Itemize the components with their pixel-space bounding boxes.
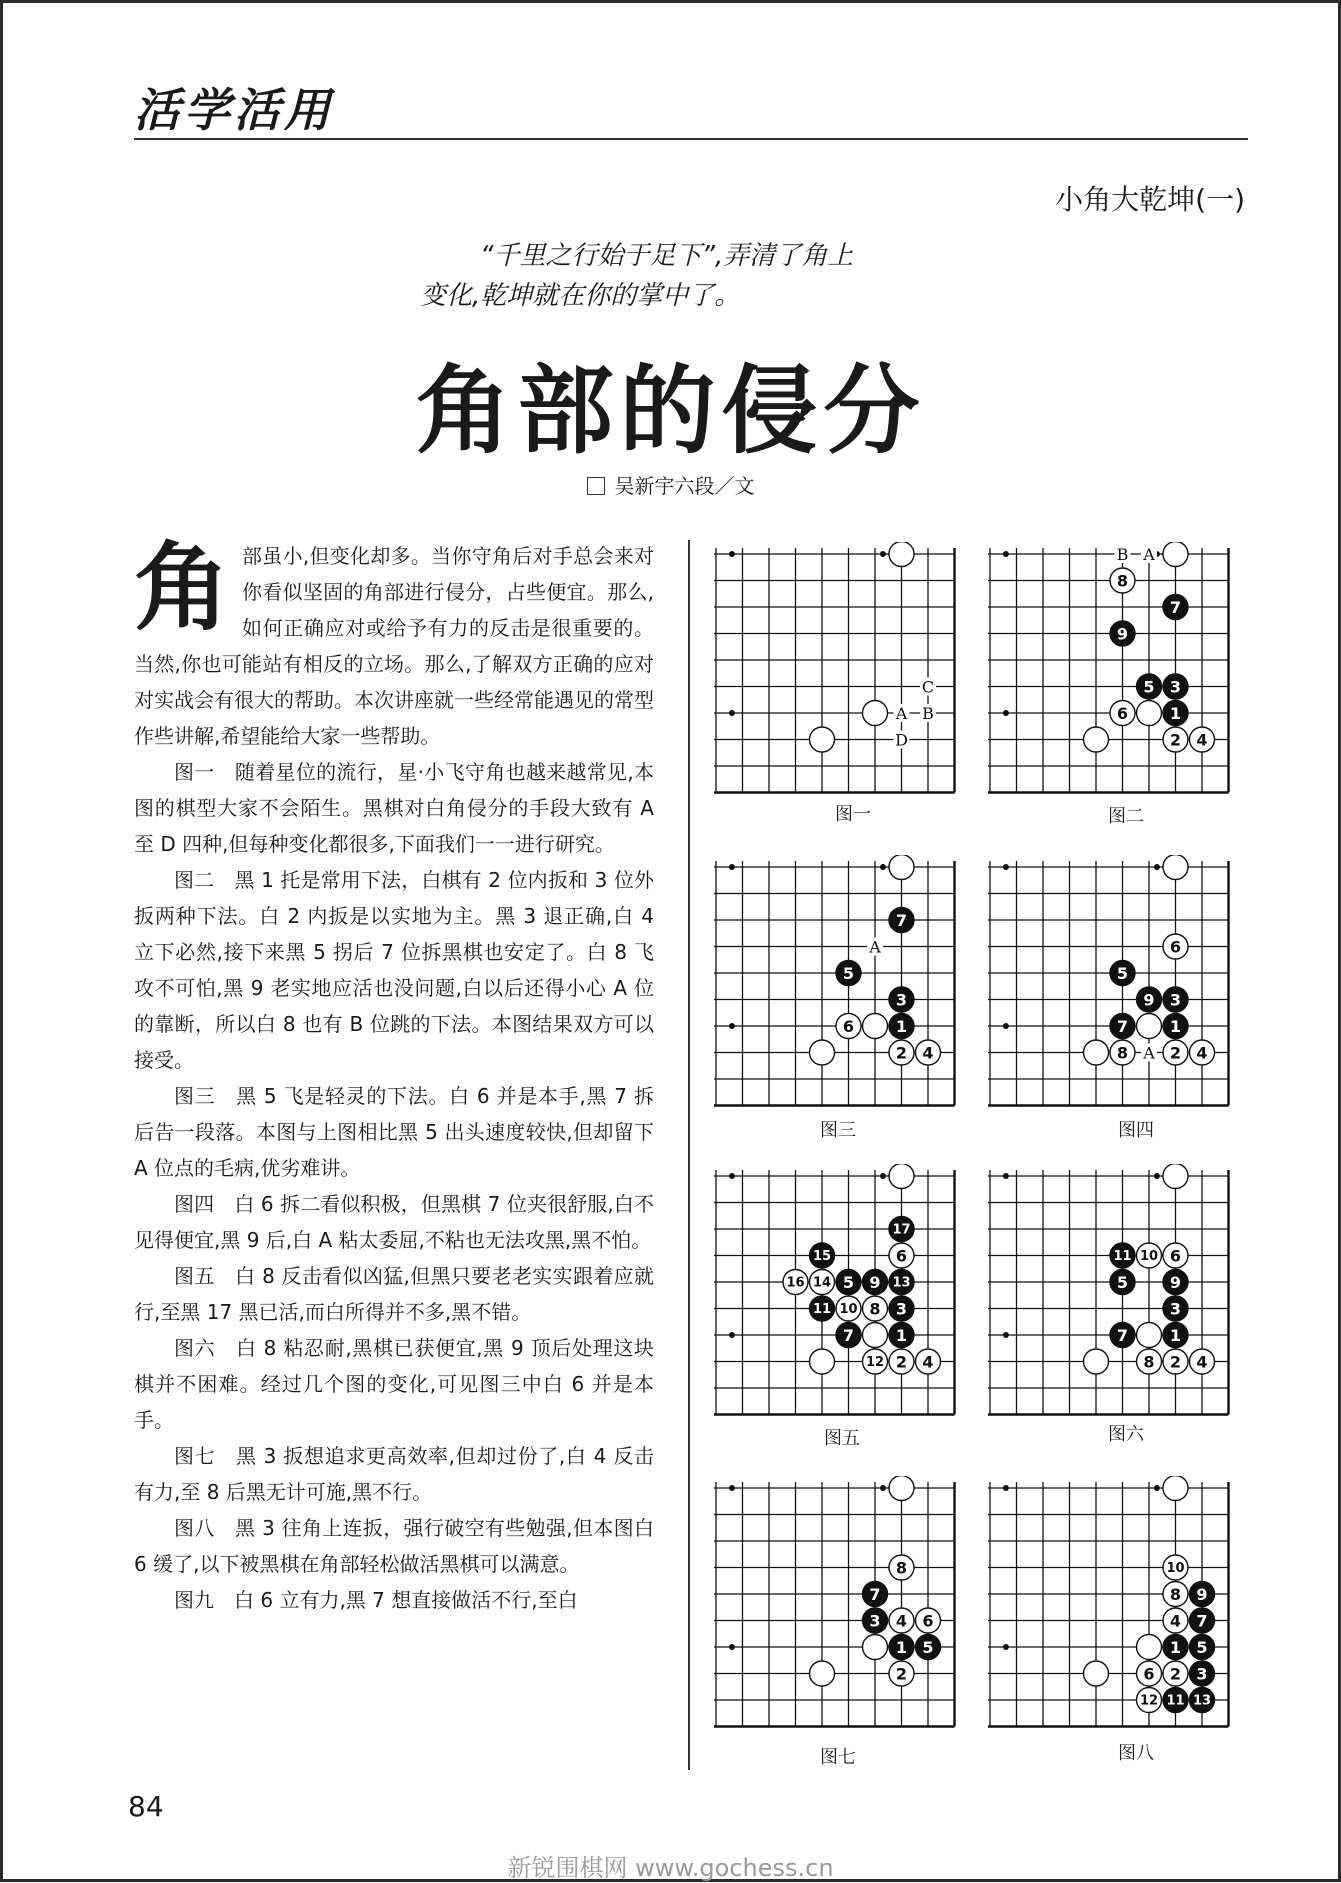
star-point xyxy=(729,864,735,870)
star-point xyxy=(1154,1173,1160,1179)
white-stone xyxy=(1084,727,1109,752)
white-stone xyxy=(889,542,914,567)
point-label: D xyxy=(895,730,908,750)
move-number: 1 xyxy=(1169,1637,1182,1657)
move-number: 10 xyxy=(1139,1249,1159,1265)
move-number: 8 xyxy=(1169,1584,1182,1604)
move-number: 8 xyxy=(1116,571,1129,591)
move-number: 13 xyxy=(892,1275,911,1291)
move-number: 16 xyxy=(786,1275,805,1291)
white-stone xyxy=(810,1349,835,1374)
go-diagram-4 xyxy=(986,855,1233,1110)
go-diagram-3 xyxy=(712,855,959,1110)
star-point xyxy=(1003,1644,1009,1650)
star-point xyxy=(1003,1173,1009,1179)
move-number: 2 xyxy=(895,1664,908,1684)
point-label: B xyxy=(1116,545,1129,564)
go-board xyxy=(712,1476,959,1731)
go-board xyxy=(712,855,959,1110)
star-point xyxy=(1003,1023,1009,1029)
star-point xyxy=(729,551,735,557)
move-number: 3 xyxy=(1169,990,1182,1010)
go-diagram-5 xyxy=(712,1164,959,1419)
lead-quote xyxy=(420,236,980,316)
move-number: 9 xyxy=(1116,624,1129,644)
go-board xyxy=(986,1476,1233,1731)
star-point xyxy=(729,1332,735,1338)
move-number: 6 xyxy=(895,1246,908,1266)
white-stone xyxy=(1084,1661,1109,1686)
move-number: 10 xyxy=(839,1302,858,1318)
quote-line-1: “千里之行始于足下”,弄清了角上 xyxy=(480,241,854,271)
white-stone xyxy=(1084,1349,1109,1374)
series-title: 小角大乾坤(一) xyxy=(1055,183,1245,216)
move-number: 8 xyxy=(869,1299,881,1319)
move-number: 7 xyxy=(869,1584,881,1604)
move-number: 5 xyxy=(1116,1272,1129,1292)
move-number: 1 xyxy=(1169,703,1182,723)
body-text xyxy=(134,531,654,1618)
article-title: 角部的侵分 xyxy=(415,355,926,467)
move-number: 9 xyxy=(1196,1584,1208,1604)
move-number: 6 xyxy=(1143,1664,1155,1684)
star-point xyxy=(1154,1485,1160,1491)
go-board xyxy=(712,1164,959,1419)
go-board xyxy=(986,1164,1233,1419)
move-number: 1 xyxy=(895,1637,908,1657)
paragraph: 图九 白 6 立有力,黑 7 想直接做活不行,至白 xyxy=(174,1588,578,1612)
white-stone xyxy=(889,855,914,880)
move-number: 2 xyxy=(1169,1664,1182,1684)
white-stone xyxy=(810,1661,835,1686)
move-number: 2 xyxy=(895,1352,908,1372)
move-number: 1 xyxy=(895,1016,908,1036)
white-stone xyxy=(1137,1014,1162,1039)
move-number: 11 xyxy=(812,1302,832,1318)
white-stone xyxy=(863,1635,888,1660)
go-board xyxy=(712,542,959,797)
move-number: 8 xyxy=(895,1558,908,1578)
white-stone xyxy=(1137,1323,1162,1348)
go-diagram-6 xyxy=(986,1164,1233,1419)
paragraph: 角部虽小,但变化却多。当你守角后对手总会来对你看似坚固的角部进行侵分，占些便宜。那么,如何正确应对或给予有力的反击是很重要的。当然,你也可能站有相反的立场。那么,了解双方正确的应对对实战会有很大的帮助。本次讲座就一些经常能遇见的常型作些讲解,希望能给大家一些帮助。 xyxy=(134,531,654,748)
white-stone xyxy=(863,701,888,726)
point-label: C xyxy=(921,677,935,697)
move-number: 9 xyxy=(1143,990,1155,1010)
point-label: A xyxy=(1143,1043,1155,1063)
paragraph: 图六 白 8 粘忍耐,黑棋已获便宜,黑 9 顶后处理这块棋并不困难。经过几个图的变化,可见图三中白 6 并是本手。 xyxy=(134,1336,654,1432)
white-stone xyxy=(863,1014,888,1039)
paragraph: 图一 随着星位的流行，星·小飞守角也越来越常见,本图的棋型大家不会陌生。黑棋对白角侵分的手段大致有 A 至 D 四种,但每种变化都很多,下面我们一一进行研究。 xyxy=(134,760,654,856)
star-point xyxy=(1003,710,1009,716)
move-number: 4 xyxy=(1196,1352,1208,1372)
move-number: 6 xyxy=(842,1016,855,1036)
white-stone xyxy=(863,1323,888,1348)
move-number: 5 xyxy=(1116,963,1129,983)
diagram-caption-7: 图七 xyxy=(820,1747,856,1768)
star-point xyxy=(880,864,886,870)
star-point xyxy=(729,1485,735,1491)
white-stone xyxy=(1137,701,1162,726)
column-brand: 活学活用 xyxy=(134,83,334,137)
move-number: 7 xyxy=(1169,597,1182,617)
star-point xyxy=(1003,551,1009,557)
drop-cap: 角 xyxy=(134,531,230,644)
star-point xyxy=(1003,1332,1009,1338)
move-number: 14 xyxy=(812,1275,832,1291)
star-point xyxy=(729,1023,735,1029)
move-number: 7 xyxy=(1196,1611,1208,1631)
star-point xyxy=(1003,864,1009,870)
go-diagram-2 xyxy=(986,542,1233,797)
diagram-caption-6: 图六 xyxy=(1108,1424,1144,1445)
white-stone xyxy=(1163,542,1188,567)
white-stone xyxy=(1163,855,1188,880)
white-stone xyxy=(889,1164,914,1189)
diagram-caption-8: 图八 xyxy=(1118,1743,1154,1764)
column-rule xyxy=(688,540,690,1770)
white-stone xyxy=(1084,1040,1109,1065)
move-number: 3 xyxy=(1196,1664,1208,1684)
star-point xyxy=(729,710,735,716)
move-number: 5 xyxy=(842,963,855,983)
move-number: 2 xyxy=(1169,1352,1182,1372)
point-label: A xyxy=(895,704,908,723)
move-number: 11 xyxy=(1166,1693,1185,1709)
move-number: 4 xyxy=(1196,1043,1208,1063)
paragraph: 图五 白 8 反击看似凶猛,但黑只要老老实实跟着应就行,至黑 17 黑已活,而白所得并不多,黑不错。 xyxy=(134,1264,654,1324)
move-number: 5 xyxy=(1143,677,1155,697)
move-number: 5 xyxy=(922,1637,934,1657)
star-point xyxy=(729,1173,735,1179)
diagram-caption-4: 图四 xyxy=(1118,1120,1154,1141)
paragraph: 图二 黑 1 托是常用下法，白棋有 2 位内扳和 3 位外扳两种下法。白 2 内扳是以实地为主。黑 3 退正确,白 4 立下必然,接下来黑 5 拐后 7 位拆黑棋也安定了。白 8 飞攻不可怕,黑 9 老实地应活也没问题,白以后还得小心 A 位的靠断，所以白 8 也有 B 位跳的下法。本图结果双方可以接受。 xyxy=(134,868,654,1072)
white-stone xyxy=(810,1040,835,1065)
white-stone xyxy=(889,1476,914,1501)
move-number: 3 xyxy=(1169,1299,1182,1319)
move-number: 1 xyxy=(1169,1325,1182,1345)
move-number: 13 xyxy=(1192,1693,1212,1709)
move-number: 1 xyxy=(1169,1016,1182,1036)
go-diagram-7 xyxy=(712,1476,959,1731)
go-board xyxy=(986,855,1233,1110)
white-stone xyxy=(1163,1476,1188,1501)
move-number: 9 xyxy=(869,1272,881,1292)
move-number: 17 xyxy=(892,1222,911,1238)
star-point xyxy=(880,1173,886,1179)
point-label: B xyxy=(922,704,934,723)
diagram-caption-1: 图一 xyxy=(835,804,871,825)
move-number: 4 xyxy=(1169,1611,1182,1631)
author: 吴新宇六段／文 xyxy=(614,474,755,498)
paragraph: 图四 白 6 拆二看似积极，但黑棋 7 位夹很舒服,白不见得便宜,黑 9 后,白 A 粘太委屈,不粘也无法攻黑,黑不怕。 xyxy=(134,1192,654,1252)
diagram-caption-5: 图五 xyxy=(824,1428,860,1449)
move-number: 4 xyxy=(922,1352,934,1372)
move-number: 2 xyxy=(1169,1043,1182,1063)
move-number: 7 xyxy=(895,910,908,930)
move-number: 3 xyxy=(1169,677,1182,697)
move-number: 5 xyxy=(842,1272,855,1292)
watermark: 新锐围棋网 www.gochess.cn xyxy=(507,1854,834,1882)
byline-box-icon xyxy=(587,477,605,495)
move-number: 12 xyxy=(865,1355,885,1371)
white-stone xyxy=(810,727,835,752)
move-number: 10 xyxy=(1166,1561,1185,1577)
move-number: 4 xyxy=(895,1611,908,1631)
move-number: 2 xyxy=(1169,730,1182,750)
star-point xyxy=(880,1485,886,1491)
page-number: 84 xyxy=(128,1790,164,1823)
star-point xyxy=(880,551,886,557)
move-number: 5 xyxy=(1196,1637,1208,1657)
white-stone xyxy=(1163,1164,1188,1189)
move-number: 3 xyxy=(895,990,908,1010)
move-number: 6 xyxy=(1169,937,1182,957)
move-number: 1 xyxy=(895,1325,908,1345)
move-number: 4 xyxy=(922,1043,934,1063)
paragraph: 图三 黑 5 飞是轻灵的下法。白 6 并是本手,黑 7 拆后告一段落。本图与上图相比黑 5 出头速度较快,但却留下 A 位点的毛病,优劣难讲。 xyxy=(134,1084,654,1180)
move-number: 6 xyxy=(1169,1246,1182,1266)
point-label: A xyxy=(1143,545,1155,564)
move-number: 3 xyxy=(869,1611,881,1631)
move-number: 7 xyxy=(1116,1016,1129,1036)
move-number: 8 xyxy=(1143,1352,1155,1372)
move-number: 9 xyxy=(1169,1272,1182,1292)
go-diagram-1 xyxy=(712,542,959,797)
diagram-caption-3: 图三 xyxy=(820,1120,856,1141)
go-board xyxy=(986,542,1233,797)
point-label: A xyxy=(869,937,881,957)
paragraph: 图七 黑 3 扳想追求更高效率,但却过份了,白 4 反击有力,至 8 后黑无计可施,黑不行。 xyxy=(134,1444,654,1504)
move-number: 7 xyxy=(842,1325,855,1345)
move-number: 7 xyxy=(1116,1325,1129,1345)
move-number: 12 xyxy=(1139,1693,1159,1709)
move-number: 6 xyxy=(1116,703,1129,723)
star-point xyxy=(1154,864,1160,870)
star-point xyxy=(729,1644,735,1650)
white-stone xyxy=(1137,1635,1162,1660)
move-number: 3 xyxy=(895,1299,908,1319)
move-number: 11 xyxy=(1113,1249,1132,1265)
quote-line-2: 变化,乾坤就在你的掌中了。 xyxy=(420,281,741,311)
paragraph: 图八 黑 3 往角上连扳，强行破空有些勉强,但本图白 6 缓了,以下被黑棋在角部轻松做活黑棋可以满意。 xyxy=(134,1516,654,1576)
byline xyxy=(0,470,1341,499)
star-point xyxy=(1003,1485,1009,1491)
header-rule xyxy=(134,138,1248,140)
go-diagram-8 xyxy=(986,1476,1233,1731)
move-number: 6 xyxy=(922,1611,934,1631)
move-number: 15 xyxy=(812,1249,832,1265)
move-number: 8 xyxy=(1116,1043,1129,1063)
move-number: 2 xyxy=(895,1043,908,1063)
diagram-caption-2: 图二 xyxy=(1108,806,1144,827)
move-number: 4 xyxy=(1196,730,1208,750)
